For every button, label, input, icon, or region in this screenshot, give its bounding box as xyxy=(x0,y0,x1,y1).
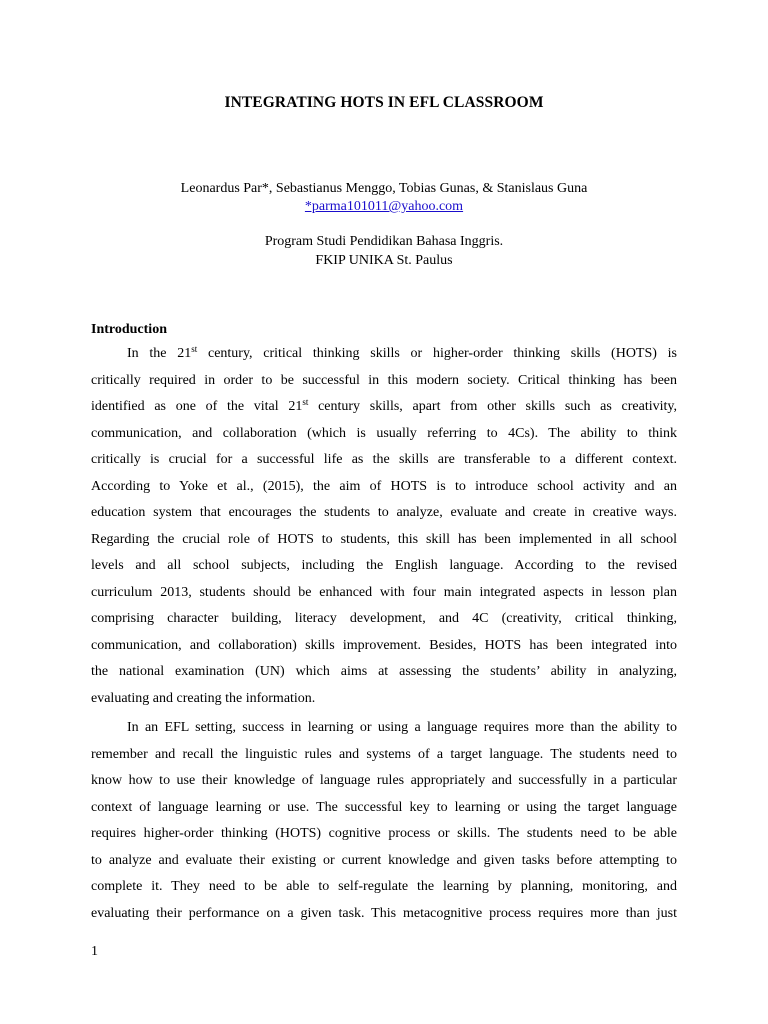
paragraph-line: communication, and collaboration (which is usually referring to 4Cs). The ability to think xyxy=(91,425,677,441)
paragraph-line: critically required in order to be successful in this modern society. Critical thinking has been xyxy=(91,372,677,388)
paragraph-line: requires higher-order thinking (HOTS) cognitive process or skills. The students need to be able xyxy=(91,826,677,841)
paragraph-line: curriculum 2013, students should be enhanced with four main integrated aspects in lesson plan xyxy=(91,584,677,600)
paragraph-1 xyxy=(91,341,677,712)
paragraph-2 xyxy=(91,715,677,927)
paragraph-line: levels and all school subjects, including the English language. According to the revised xyxy=(91,558,677,573)
superscript: st xyxy=(302,397,309,407)
email-link[interactable]: *parma101011@yahoo.com xyxy=(304,199,464,214)
paragraph-line: evaluating and creating the information. xyxy=(91,690,316,706)
affiliation-institution: FKIP UNIKA St. Paulus xyxy=(315,253,453,268)
paragraph-line: In the 21st century, critical thinking skills or higher-order thinking skills (HOTS) is xyxy=(127,344,677,361)
paragraph-line: to analyze and evaluate their existing or current knowledge and given tasks before attempting to xyxy=(91,852,677,868)
paper-title: INTEGRATING HOTS IN EFL CLASSROOM xyxy=(224,94,544,111)
paragraph-line: remember and recall the linguistic rules and systems of a target language. The students need to xyxy=(91,746,677,762)
author-block xyxy=(0,180,768,216)
paragraph-line: identified as one of the vital 21st century skills, apart from other skills such as creativity, xyxy=(91,397,677,414)
paragraph-line: Regarding the crucial role of HOTS to students, this skill has been implemented in all school xyxy=(91,531,677,547)
superscript: st xyxy=(191,344,198,354)
paragraph-line: critically is crucial for a successful life as the skills are transferable to a different context. xyxy=(91,452,677,467)
paragraph-line: According to Yoke et al., (2015), the aim of HOTS is to introduce school activity and an xyxy=(91,478,677,494)
paragraph-line: In an EFL setting, success in learning or using a language requires more than the ability to xyxy=(127,720,677,735)
paragraph-line: comprising character building, literacy development, and 4C (creativity, critical thinking, xyxy=(91,611,677,626)
section-heading: Introduction xyxy=(91,322,167,337)
paragraph-line: know how to use their knowledge of language rules appropriately and successfully in a particular xyxy=(91,773,677,788)
paragraph-line: education system that encourages the students to analyze, evaluate and create in creative ways. xyxy=(91,505,677,520)
paragraph-line: context of language learning or use. The successful key to learning or using the target language xyxy=(91,799,677,815)
paragraph-line: communication, and collaboration) skills improvement. Besides, HOTS has been integrated into xyxy=(91,637,677,653)
affiliation-block xyxy=(0,232,768,270)
paragraph-line: complete it. They need to be able to self-regulate the learning by planning, monitoring, and xyxy=(91,879,677,894)
affiliation-program: Program Studi Pendidikan Bahasa Inggris. xyxy=(264,234,504,249)
page-number: 1 xyxy=(91,944,98,959)
author-list: Leonardus Par*, Sebastianus Menggo, Tobias Gunas, & Stanislaus Guna xyxy=(180,181,588,196)
paragraph-line: the national examination (UN) which aims at assessing the students’ ability in analyzing, xyxy=(91,664,677,679)
paragraph-line: evaluating their performance on a given task. This metacognitive process requires more than just xyxy=(91,905,677,921)
